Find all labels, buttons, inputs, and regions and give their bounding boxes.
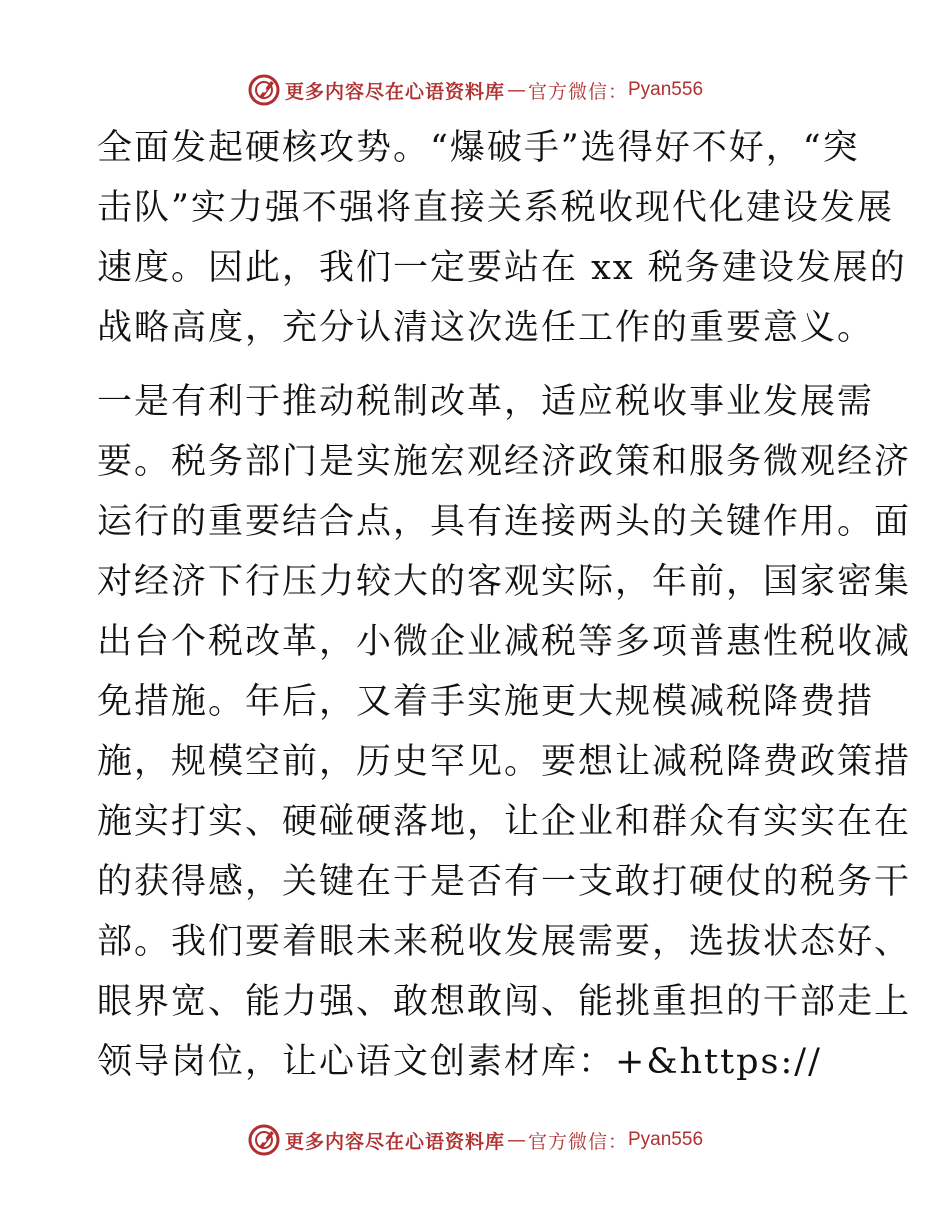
footer-wechat-handle: Pyan556 (628, 1129, 704, 1150)
text-line: 击队”实力强不强将直接关系税收现代化建设发展 (97, 188, 894, 228)
text-line: 要。税务部门是实施宏观经济政策和服务微观经济 (97, 442, 912, 482)
brand-logo-icon (247, 1123, 281, 1157)
text-line: 运行的重要结合点，具有连接两头的关键作用。面 (97, 502, 912, 542)
footer-site-name: 更多内容尽在心语资料库 (284, 1130, 505, 1153)
document-body (97, 118, 912, 1092)
header-wechat-handle: Pyan556 (628, 79, 704, 100)
text-line: 一是有利于推动税制改革，适应税收事业发展需 (97, 382, 875, 422)
brand-logo-icon (247, 73, 281, 107)
text-line: 速度。因此，我们一定要站在 xx 税务建设发展的 (97, 248, 907, 288)
footer-wechat-label: 官方微信： (527, 1130, 628, 1153)
text-line: 对经济下行压力较大的客观实际，年前，国家密集 (97, 562, 912, 602)
header-wechat-label: 官方微信： (527, 80, 628, 103)
text-line: 战略高度，充分认清这次选任工作的重要意义。 (97, 308, 875, 348)
text-line: 的获得感，关键在于是否有一支敢打硬仗的税务干 (97, 862, 912, 902)
text-line: 部。我们要着眼未来税收发展需要，选拔状态好、 (97, 922, 912, 962)
paragraph (97, 372, 912, 1092)
header-site-name: 更多内容尽在心语资料库 (284, 80, 505, 103)
text-line: 施，规模空前，历史罕见。要想让减税降费政策措 (97, 742, 912, 782)
text-line: 领导岗位，让心语文创素材库：+&https:// (97, 1042, 822, 1082)
text-line: 眼界宽、能力强、敢想敢闯、能挑重担的干部走上 (97, 982, 912, 1022)
header-banner (0, 70, 950, 110)
text-line: 出台个税改革，小微企业减税等多项普惠性税收减 (97, 622, 912, 662)
text-line: 施实打实、硬碰硬落地，让企业和群众有实实在在 (97, 802, 912, 842)
text-line: 全面发起硬核攻势。“爆破手”选得好不好，“突 (97, 128, 860, 168)
text-line: 免措施。年后，又着手实施更大规模减税降费措 (97, 682, 875, 722)
footer-dash: — (506, 1129, 526, 1151)
header-dash: — (506, 79, 526, 101)
footer-banner (0, 1120, 950, 1160)
paragraph (97, 118, 907, 358)
